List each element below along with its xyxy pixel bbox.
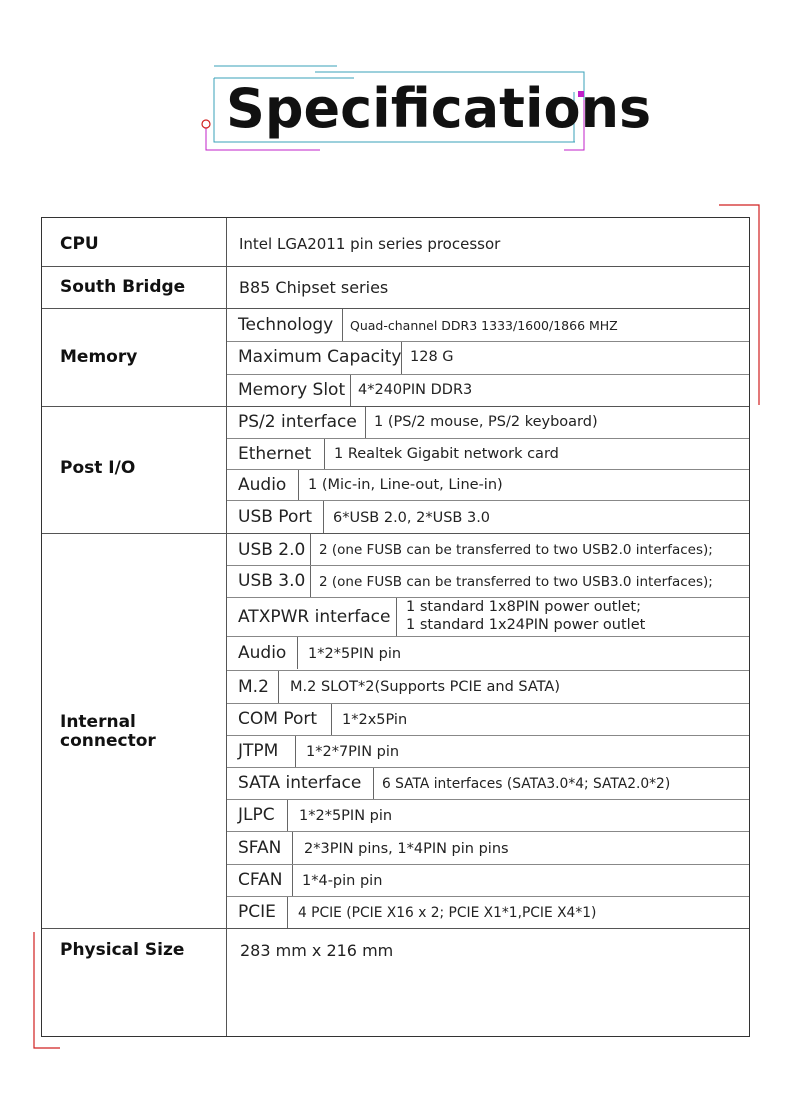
cell-separator — [373, 768, 374, 799]
page-title: Specifications — [226, 77, 652, 140]
subrow-divider — [227, 565, 749, 566]
internal-com-name: COM Port — [238, 709, 318, 729]
cpu-value: Intel LGA2011 pin series processor — [239, 235, 501, 253]
subrow-divider — [227, 438, 749, 439]
internal-pcie-name: PCIE — [238, 902, 276, 922]
row-divider — [42, 928, 749, 929]
subrow-divider — [227, 469, 749, 470]
cell-separator — [297, 637, 298, 669]
post-io-ps2-value: 1 (PS/2 mouse, PS/2 keyboard) — [374, 414, 598, 430]
post-io-audio-name: Audio — [238, 475, 287, 495]
south-bridge-value: B85 Chipset series — [239, 278, 389, 297]
internal-com-value: 1*2x5Pin — [342, 712, 408, 728]
post-io-audio-value: 1 (Mic-in, Line-out, Line-in) — [308, 477, 503, 493]
subrow-divider — [227, 831, 749, 832]
cell-separator — [365, 407, 366, 438]
cell-separator — [310, 534, 311, 565]
internal-sfan-value: 2*3PIN pins, 1*4PIN pin pins — [304, 841, 509, 857]
post-io-usb-value: 6*USB 2.0, 2*USB 3.0 — [333, 510, 491, 526]
subrow-divider — [227, 500, 749, 501]
post-io-ps2-name: PS/2 interface — [238, 412, 357, 432]
internal-jtpm-name: JTPM — [238, 741, 279, 761]
row-divider — [42, 266, 749, 267]
internal-atxpwr-value: 1 standard 1x8PIN power outlet; — [406, 599, 641, 615]
memory-label: Memory — [60, 347, 138, 367]
post-io-usb-name: USB Port — [238, 507, 313, 527]
subrow-divider — [227, 864, 749, 865]
internal-m2-value: M.2 SLOT*2(Supports PCIE and SATA) — [290, 679, 560, 695]
subrow-divider — [227, 374, 749, 375]
subrow-divider — [227, 703, 749, 704]
internal-cfan-name: CFAN — [238, 870, 283, 890]
cpu-label: CPU — [60, 234, 99, 254]
row-divider — [42, 533, 749, 534]
cell-separator — [287, 800, 288, 831]
internal-connector-label-line1: Internal — [60, 712, 136, 732]
internal-atxpwr-name: ATXPWR interface — [238, 607, 391, 627]
internal-usb3-value: 2 (one FUSB can be transferred to two USB3.0 interfaces); — [319, 574, 713, 590]
cell-separator — [295, 736, 296, 767]
internal-jtpm-value: 1*2*7PIN pin — [306, 744, 400, 760]
internal-jlpc-name: JLPC — [238, 805, 275, 825]
cell-separator — [324, 439, 325, 469]
cell-separator — [331, 704, 332, 735]
cell-separator — [292, 832, 293, 864]
cell-separator — [292, 865, 293, 896]
internal-pcie-value: 4 PCIE (PCIE X16 x 2; PCIE X1*1,PCIE X4*1) — [298, 905, 597, 921]
memory-technology-name: Technology — [238, 315, 334, 335]
internal-jlpc-value: 1*2*5PIN pin — [299, 808, 393, 824]
internal-cfan-value: 1*4-pin pin — [302, 873, 383, 889]
internal-connector-label-line2: connector — [60, 730, 156, 751]
internal-sata-name: SATA interface — [238, 773, 362, 793]
internal-sata-value: 6 SATA interfaces (SATA3.0*4; SATA2.0*2) — [382, 776, 671, 792]
cell-separator — [310, 566, 311, 597]
cell-separator — [350, 375, 351, 406]
subrow-divider — [227, 896, 749, 897]
post-io-ethernet-name: Ethernet — [238, 444, 312, 464]
internal-usb3-name: USB 3.0 — [238, 571, 306, 591]
internal-m2-name: M.2 — [238, 677, 269, 697]
memory-slot-value: 4*240PIN DDR3 — [358, 382, 473, 398]
cell-separator — [342, 309, 343, 341]
memory-slot-name: Memory Slot — [238, 380, 346, 400]
internal-usb2-value: 2 (one FUSB can be transferred to two USB2.0 interfaces); — [319, 542, 713, 558]
internal-audio-name: Audio — [238, 643, 287, 663]
cell-separator — [278, 671, 279, 703]
subrow-divider — [227, 767, 749, 768]
internal-sfan-name: SFAN — [238, 838, 282, 858]
cell-separator — [287, 897, 288, 928]
memory-capacity-value: 128 G — [410, 349, 454, 365]
physical-size-value: 283 mm x 216 mm — [240, 941, 394, 960]
south-bridge-label: South Bridge — [60, 277, 186, 297]
internal-audio-value: 1*2*5PIN pin — [308, 646, 402, 662]
cell-separator — [396, 598, 397, 636]
cell-separator — [298, 470, 299, 500]
subrow-divider — [227, 597, 749, 598]
physical-size-label: Physical Size — [60, 940, 185, 960]
internal-connector-label — [60, 713, 156, 750]
post-io-ethernet-value: 1 Realtek Gigabit network card — [334, 446, 559, 462]
cell-separator — [323, 501, 324, 533]
subrow-divider — [227, 636, 749, 637]
subrow-divider — [227, 799, 749, 800]
subrow-divider — [227, 341, 749, 342]
memory-capacity-name: Maximum Capacity — [238, 347, 402, 367]
spec-table — [41, 217, 750, 1037]
internal-usb2-name: USB 2.0 — [238, 540, 306, 560]
subrow-divider — [227, 670, 749, 671]
post-io-label: Post I/O — [60, 458, 136, 478]
row-divider — [42, 308, 749, 309]
subrow-divider — [227, 735, 749, 736]
row-divider — [42, 406, 749, 407]
memory-technology-value: Quad-channel DDR3 1333/1600/1866 MHZ — [350, 318, 618, 333]
cell-separator — [401, 342, 402, 374]
internal-atxpwr-value-2: 1 standard 1x24PIN power outlet — [406, 617, 646, 633]
